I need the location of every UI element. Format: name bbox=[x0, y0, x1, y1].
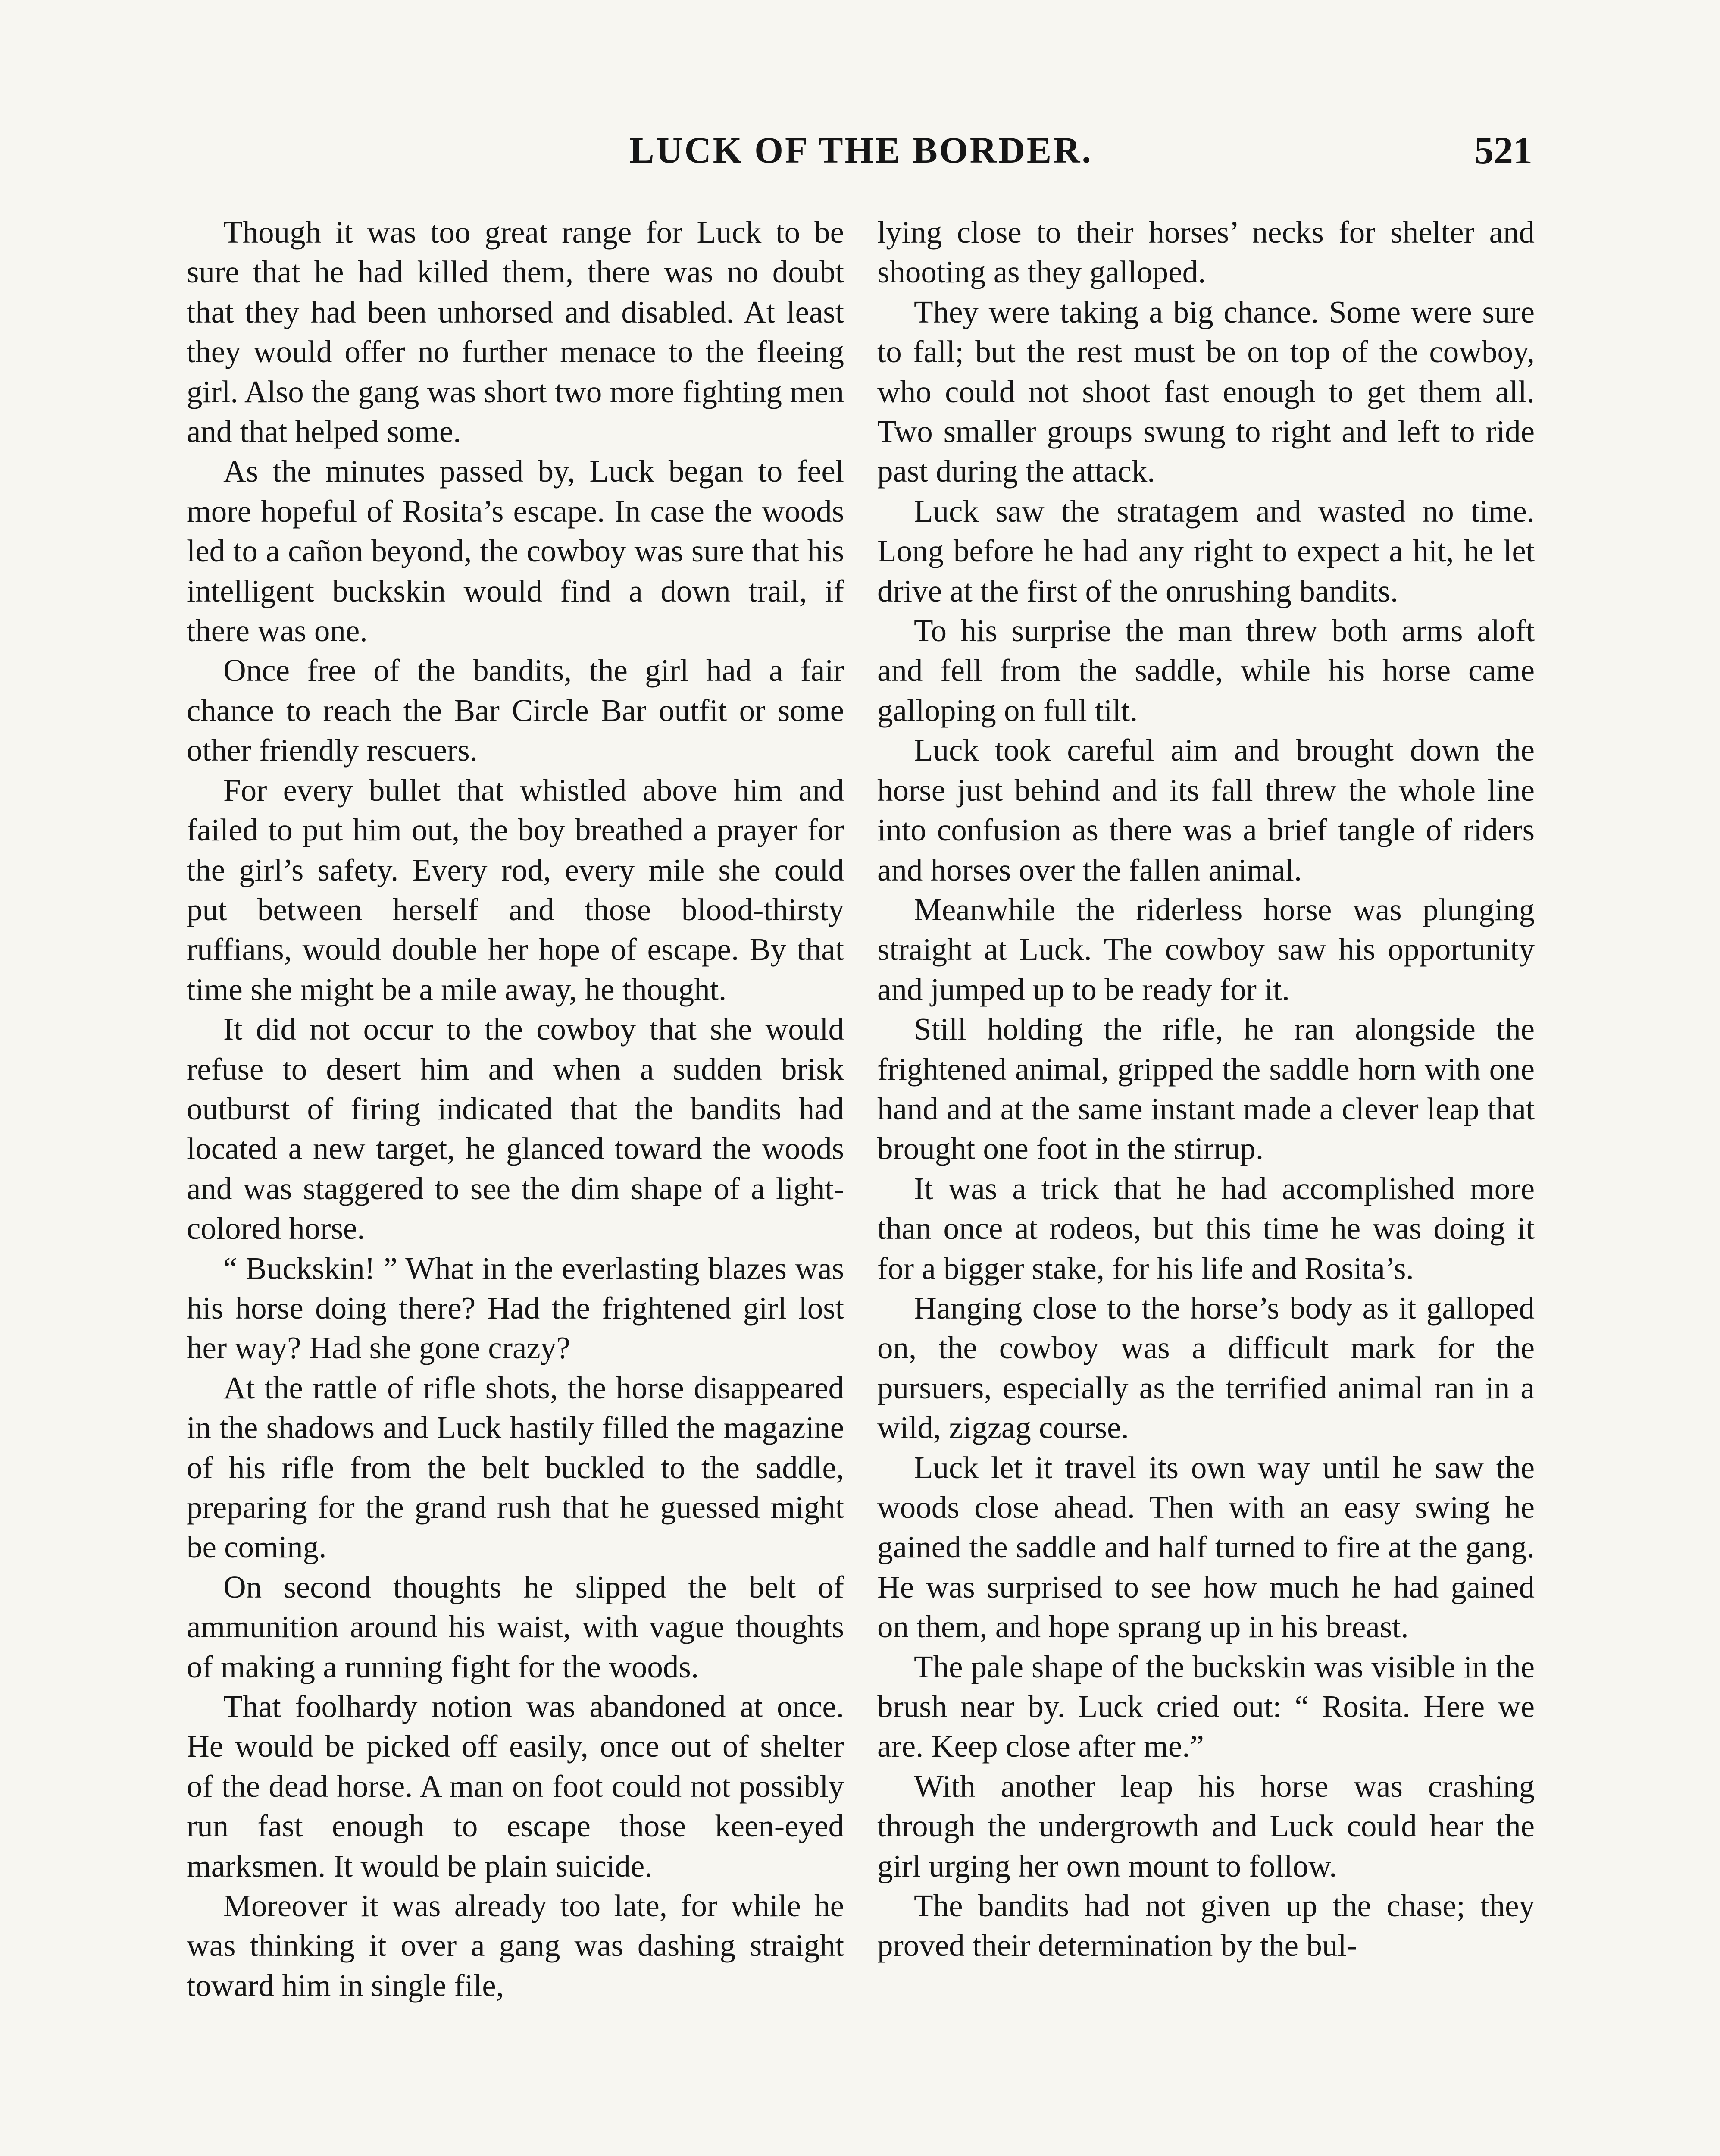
paragraph: It did not occur to the cowboy that she would refuse to desert him and when a sudden brisk outburst of firing indicated that the bandits had located a new target, he glanced toward the woods and was staggered to see the dim shape of a light-colored horse. bbox=[187, 1012, 844, 1246]
left-column bbox=[187, 213, 844, 2006]
paragraph: They were taking a big chance. Some were sure to fall; but the rest must be on top of the cowboy, who could not shoot fast enough to get them all. Two smaller groups swung to right and left to ride past during the attack. bbox=[877, 294, 1535, 489]
paragraph: Luck took careful aim and brought down the horse just behind and its fall threw the whole line into confusion as there was a brief tangle of riders and horses over the fallen animal. bbox=[877, 733, 1535, 887]
paragraph: Hanging close to the horse’s body as it galloped on, the cowboy was a difficult mark for the pursuers, especially as the terrified animal ran in a wild, zigzag course. bbox=[877, 1290, 1535, 1445]
paragraph: The pale shape of the buckskin was visible in the brush near by. Luck cried out: “ Rosita. Here we are. Keep close after me.” bbox=[877, 1649, 1535, 1764]
paragraph: Once free of the bandits, the girl had a fair chance to reach the Bar Circle Bar outfit or some other friendly rescuers. bbox=[187, 653, 844, 768]
paragraph: With another leap his horse was crashing through the undergrowth and Luck could hear the girl urging her own mount to follow. bbox=[877, 1768, 1535, 1883]
paragraph: It was a trick that he had accomplished more than once at rodeos, but this time he was doing it for a bigger stake, for his life and Rosita’s. bbox=[877, 1171, 1535, 1286]
page-header bbox=[190, 128, 1532, 176]
paragraph: Luck saw the stratagem and wasted no time. Long before he had any right to expect a hit, he let drive at the first of the onrushing bandits. bbox=[877, 493, 1535, 608]
paragraph: The bandits had not given up the chase; they proved their determination by the bul- bbox=[877, 1888, 1535, 1963]
paragraph: That foolhardy notion was abandoned at once. He would be picked off easily, once out of shelter of the dead horse. A man on foot could not possibly run fast enough to escape those keen-eyed marksmen. It would be plain suicide. bbox=[187, 1689, 844, 1883]
paragraph: Moreover it was already too late, for while he was thinking it over a gang was dashing straight toward him in single file, bbox=[187, 1888, 844, 2003]
paragraph: Luck let it travel its own way until he saw the woods close ahead. Then with an easy swing he gained the saddle and half turned to fire at the gang. He was surprised to see how much he had gained on them, and hope sprang up in his breast. bbox=[877, 1450, 1535, 1645]
paragraph: “ Buckskin! ” What in the everlasting blazes was his horse doing there? Had the frightened girl lost her way? Had she gone crazy? bbox=[187, 1250, 844, 1366]
paragraph: For every bullet that whistled above him and failed to put him out, the boy breathed a prayer for the girl’s safety. Every rod, every mile she could put between herself and those blood-thirsty ruffians, would double her hope of escape. By that time she might be a mile away, he thought. bbox=[187, 772, 844, 1007]
paragraph: Still holding the rifle, he ran alongside the frightened animal, gripped the saddle horn with one hand and at the same instant made a clever leap that brought one foot in the stirrup. bbox=[877, 1012, 1535, 1166]
paragraph: At the rattle of rifle shots, the horse disappeared in the shadows and Luck hastily filled the magazine of his rifle from the belt buckled to the saddle, preparing for the grand rush that he guessed might be coming. bbox=[187, 1370, 844, 1565]
paragraph-continuation: lying close to their horses’ necks for shelter and shooting as they galloped. bbox=[877, 215, 1535, 290]
paragraph: Though it was too great range for Luck to be sure that he had killed them, there was no doubt that they had been unhorsed and disabled. At least they would offer no further menace to the fleeing girl. Also the gang was short two more fighting men and that helped some. bbox=[187, 215, 844, 449]
paragraph: On second thoughts he slipped the belt of ammunition around his waist, with vague thoughts of making a running fight for the woods. bbox=[187, 1569, 844, 1684]
paragraph: Meanwhile the riderless horse was plunging straight at Luck. The cowboy saw his opportunity and jumped up to be ready for it. bbox=[877, 892, 1535, 1007]
right-column bbox=[877, 213, 1535, 1966]
page-number: 521 bbox=[1474, 129, 1532, 172]
running-title: LUCK OF THE BORDER. bbox=[629, 129, 1093, 171]
paragraph: As the minutes passed by, Luck began to feel more hopeful of Rosita’s escape. In case the woods led to a cañon beyond, the cowboy was sure that his intelligent buckskin would find a down trail, if there was one. bbox=[187, 454, 844, 649]
paragraph: To his surprise the man threw both arms aloft and fell from the saddle, while his horse came galloping on full tilt. bbox=[877, 613, 1535, 728]
